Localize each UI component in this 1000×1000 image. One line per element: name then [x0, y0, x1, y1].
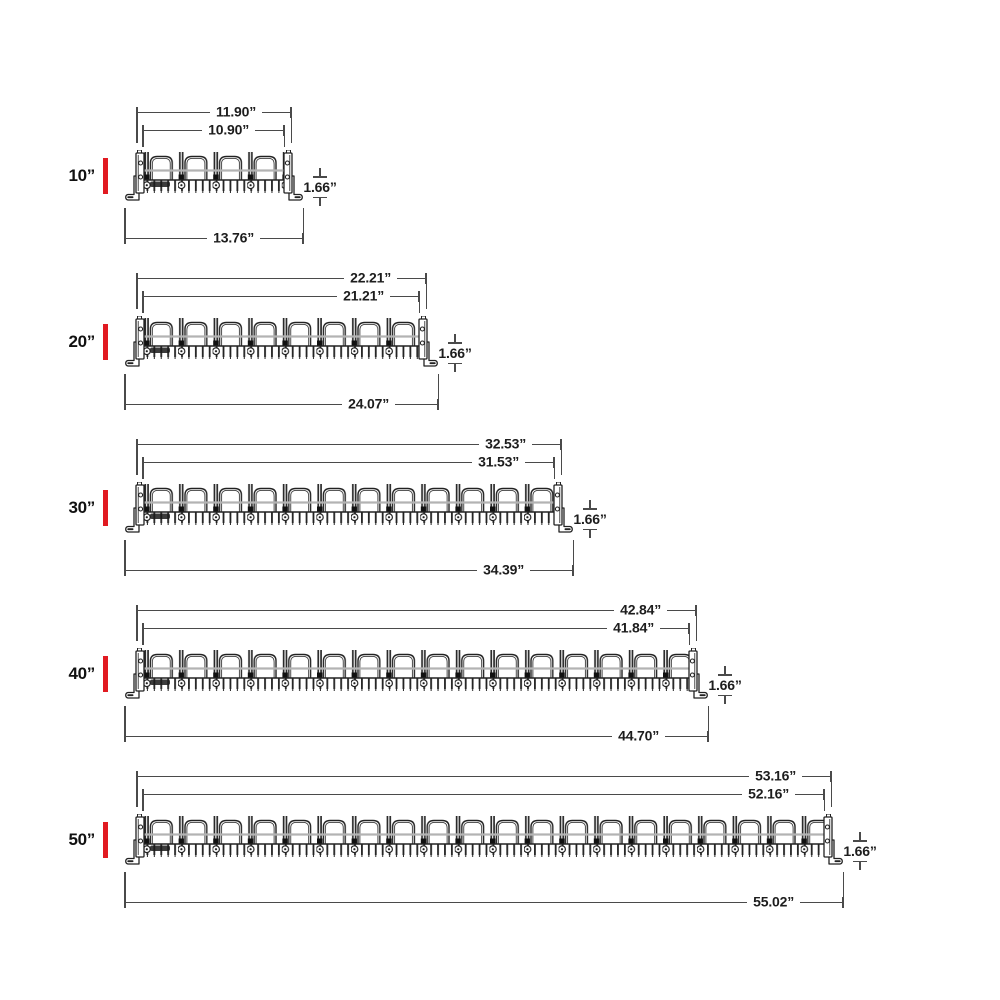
dim-lens-width-value: 21.21”	[343, 287, 384, 304]
dim-lens-width-40in	[142, 620, 690, 636]
lightbar-drawing-10in	[124, 150, 304, 206]
lightbar-drawing-40in	[124, 648, 709, 704]
lightbar-drawing-30in	[124, 482, 574, 538]
lightbar-drawing-50in	[124, 814, 844, 870]
dim-top-width-value: 22.21”	[350, 269, 391, 286]
dim-lens-width-30in	[142, 454, 555, 470]
dim-top-width-50in	[136, 768, 832, 784]
dim-mount-width-10in	[124, 230, 304, 246]
dim-top-width-40in	[136, 602, 697, 618]
dim-mount-width-20in	[124, 396, 439, 412]
red-accent-bar	[103, 822, 108, 858]
dim-lens-width-value: 41.84”	[613, 619, 654, 636]
lightbar-drawing-20in	[124, 316, 439, 372]
dim-mount-width-value: 55.02”	[753, 893, 794, 910]
dim-height-40in	[702, 666, 748, 704]
dim-lens-width-value: 10.90”	[208, 121, 249, 138]
dim-mount-width-value: 13.76”	[213, 229, 254, 246]
size-label-text: 20”	[68, 332, 95, 351]
dim-mount-width-value: 44.70”	[618, 727, 659, 744]
dim-top-width-value: 32.53”	[485, 435, 526, 452]
red-accent-bar	[103, 324, 108, 360]
dim-lens-width-value: 52.16”	[748, 785, 789, 802]
dim-height-20in	[432, 334, 478, 372]
dim-height-value: 1.66”	[303, 178, 337, 195]
dim-height-10in	[297, 168, 343, 206]
size-label-20in	[36, 324, 108, 360]
size-label-50in	[36, 822, 108, 858]
size-label-text: 50”	[68, 830, 95, 849]
red-accent-bar	[103, 656, 108, 692]
dim-lens-width-10in	[142, 122, 285, 138]
dim-height-value: 1.66”	[843, 842, 877, 859]
dim-top-width-value: 11.90”	[215, 103, 256, 120]
size-label-text: 40”	[68, 664, 95, 683]
size-label-10in	[36, 158, 108, 194]
dim-mount-width-value: 24.07”	[348, 395, 389, 412]
size-label-text: 10”	[68, 166, 95, 185]
dim-height-50in	[837, 832, 883, 870]
dim-lens-width-50in	[142, 786, 825, 802]
dim-top-width-10in	[136, 104, 292, 120]
dim-mount-width-value: 34.39”	[483, 561, 524, 578]
dim-top-width-value: 53.16”	[755, 767, 796, 784]
dim-height-value: 1.66”	[573, 510, 607, 527]
size-label-40in	[36, 656, 108, 692]
dim-height-30in	[567, 500, 613, 538]
dim-mount-width-50in	[124, 894, 844, 910]
red-accent-bar	[103, 158, 108, 194]
red-accent-bar	[103, 490, 108, 526]
dim-mount-width-40in	[124, 728, 709, 744]
dim-top-width-value: 42.84”	[620, 601, 661, 618]
size-label-30in	[36, 490, 108, 526]
size-label-text: 30”	[68, 498, 95, 517]
dim-height-value: 1.66”	[438, 344, 472, 361]
dim-lens-width-20in	[142, 288, 420, 304]
dim-top-width-20in	[136, 270, 427, 286]
dim-mount-width-30in	[124, 562, 574, 578]
dim-height-value: 1.66”	[708, 676, 742, 693]
dim-top-width-30in	[136, 436, 562, 452]
dim-lens-width-value: 31.53”	[478, 453, 519, 470]
